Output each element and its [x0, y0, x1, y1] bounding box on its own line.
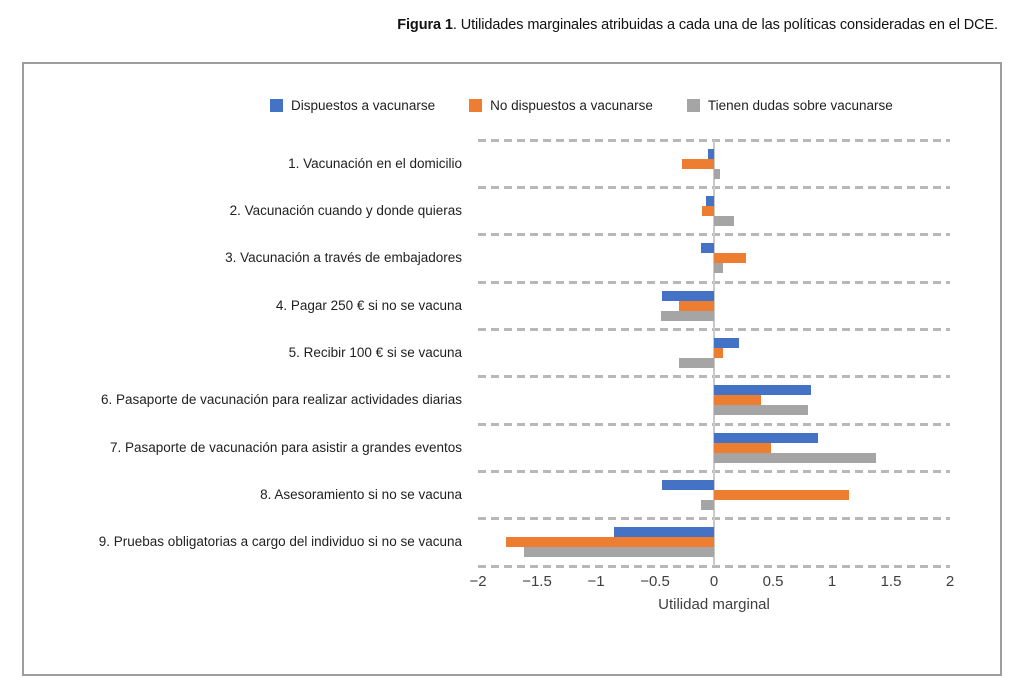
bar: [714, 385, 811, 395]
x-tick-label: 2: [945, 573, 955, 590]
bar: [714, 169, 720, 179]
figure-title-text: . Utilidades marginales atribuidas a cada una de las políticas consideradas en el DCE.: [452, 17, 998, 33]
x-tick-label: 0.5: [762, 573, 784, 590]
category-label: 4. Pagar 250 € si no se vacuna: [275, 297, 462, 313]
x-tick-label: −2: [469, 573, 487, 590]
category-label: 6. Pasaporte de vacunación para realizar actividades diarias: [101, 392, 462, 408]
x-tick-label: −1.5: [522, 573, 552, 590]
x-tick-label: −1: [587, 573, 605, 590]
legend-label: Dispuestos a vacunarse: [291, 98, 436, 113]
bar: [714, 216, 734, 226]
bar: [679, 301, 714, 311]
bar: [714, 395, 761, 405]
bar: [614, 527, 714, 537]
bar: [714, 253, 746, 263]
figure-title-number: Figura 1: [397, 17, 453, 33]
chart-panel: [22, 62, 1002, 676]
bar: [506, 537, 714, 547]
legend-label: Tienen dudas sobre vacunarse: [707, 98, 893, 113]
bar: [714, 453, 876, 463]
legend: [270, 98, 893, 113]
bar: [662, 291, 714, 301]
bar: [524, 547, 714, 557]
category-label: 7. Pasaporte de vacunación para asistir a grandes eventos: [110, 439, 462, 455]
bar: [708, 149, 714, 159]
legend-label: No dispuestos a vacunarse: [490, 98, 653, 113]
bar: [662, 480, 714, 490]
category-label: 1. Vacunación en el domicilio: [288, 155, 462, 171]
figure-title: [397, 17, 998, 33]
x-tick-label: 0: [709, 573, 719, 590]
x-axis-title: Utilidad marginal: [658, 596, 770, 613]
bar: [701, 243, 714, 253]
bar: [679, 358, 714, 368]
legend-item: [687, 98, 893, 113]
bar: [702, 206, 714, 216]
bar: [714, 443, 771, 453]
bar: [661, 311, 714, 321]
category-label: 3. Vacunación a través de embajadores: [225, 250, 462, 266]
category-label: 9. Pruebas obligatorias a cargo del individuo si no se vacuna: [98, 534, 462, 550]
legend-item: [469, 98, 653, 113]
bar: [714, 348, 723, 358]
x-tick-label: 1.5: [880, 573, 902, 590]
category-label: 5. Recibir 100 € si se vacuna: [288, 345, 462, 360]
legend-item: [270, 98, 435, 113]
x-tick-label: −0.5: [640, 573, 670, 590]
x-tick-label: 1: [827, 573, 837, 590]
bar: [682, 159, 714, 169]
bar: [714, 433, 818, 443]
bar: [701, 500, 714, 510]
bar: [714, 405, 808, 415]
bar: [714, 263, 723, 273]
bar: [714, 490, 849, 500]
legend-swatch-icon: [469, 99, 482, 112]
legend-swatch-icon: [687, 99, 700, 112]
category-label: 8. Asesoramiento si no se vacuna: [260, 487, 462, 502]
bar: [706, 196, 714, 206]
bar: [714, 338, 739, 348]
legend-swatch-icon: [270, 99, 283, 112]
category-label: 2. Vacunación cuando y donde quieras: [229, 203, 462, 218]
